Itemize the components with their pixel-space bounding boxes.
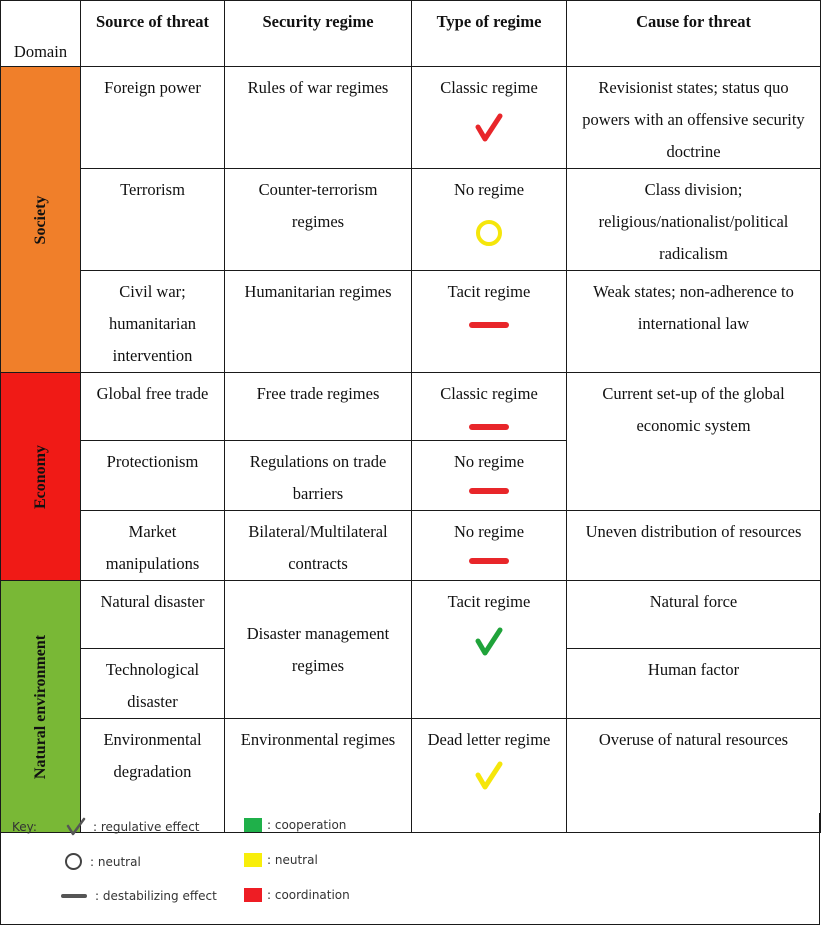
destabilizing-dash-icon [469,322,509,328]
destabilizing-dash-icon [469,558,509,564]
check-icon [65,817,87,837]
key-title: Key: [12,820,37,834]
row-2-regime: Humanitarian regimes [225,271,412,373]
green-swatch [244,818,262,832]
regulative-check-icon [474,112,504,146]
key-regulative [65,817,200,837]
dash-icon [61,894,87,898]
row-8-source: Environmental degradation [81,719,225,833]
row-6-cause: Natural force [567,581,821,649]
row-3-regime: Free trade regimes [225,373,412,441]
yellow-swatch [244,853,262,867]
header-source: Source of threat [81,1,225,67]
row-8-type: Dead letter regime [412,719,567,833]
row-1-cause: Class division; religious/nationalist/political radicalism [567,169,821,271]
row-6-source: Natural disaster [81,581,225,649]
domain-society-label: Society [31,195,49,244]
header-cause: Cause for threat [567,1,821,67]
key-neutral-shape-label: : neutral [90,854,141,869]
row-4-source: Protectionism [81,441,225,511]
key-cooperation [244,818,346,832]
regulative-check-icon [474,760,504,794]
row-3-cause: Current set-up of the global economic system [567,373,821,511]
key-neutral-shape [65,853,141,870]
key-destabilizing-label: : destabilizing effect [95,889,217,903]
header-regime: Security regime [225,1,412,67]
row-3-type: Classic regime [412,373,567,441]
red-swatch [244,888,262,902]
row-5-source: Market manipulations [81,511,225,581]
row-0-cause: Revisionist states; status quo powers with an offensive security doctrine [567,67,821,169]
row-3-source: Global free trade [81,373,225,441]
row-2-source: Civil war; humanitarian intervention [81,271,225,373]
row-5-cause: Uneven distribution of resources [567,511,821,581]
row-8-regime: Environmental regimes [225,719,412,833]
row-0-type: Classic regime [412,67,567,169]
header-domain: Domain [1,34,81,67]
domain-economy-label: Economy [31,444,49,509]
row-1-type: No regime [412,169,567,271]
destabilizing-dash-icon [469,488,509,494]
circle-icon [65,853,82,870]
row-1-regime: Counter-terrorism regimes [225,169,412,271]
header-type: Type of regime [412,1,567,67]
neutral-circle-icon [476,220,502,246]
row-8-cause: Overuse of natural resources [567,719,821,833]
key-regulative-label: : regulative effect [93,820,200,834]
row-4-type: No regime [412,441,567,511]
row-2-cause: Weak states; non-adherence to international law [567,271,821,373]
key-coordination [244,888,350,902]
key-destabilizing [61,889,217,903]
row-1-source: Terrorism [81,169,225,271]
key-legend [0,813,820,925]
row-0-source: Foreign power [81,67,225,169]
row-5-type: No regime [412,511,567,581]
row-7-cause: Human factor [567,649,821,719]
domain-nature [1,581,81,833]
row-6-type: Tacit regime [412,581,567,719]
row-5-regime: Bilateral/Multilateral contracts [225,511,412,581]
row-0-regime: Rules of war regimes [225,67,412,169]
key-cooperation-label: : cooperation [267,818,347,832]
domain-economy [1,373,81,581]
corner-cell [1,1,81,34]
destabilizing-dash-icon [469,424,509,430]
domain-nature-label: Natural environment [31,634,49,779]
row-6-regime: Disaster management regimes [225,581,412,719]
row-7-source: Technological disaster [81,649,225,719]
row-4-regime: Regulations on trade barriers [225,441,412,511]
key-coordination-label: : coordination [267,888,350,902]
domain-society [1,67,81,373]
key-neutral-color-label: : neutral [267,853,318,867]
row-2-type: Tacit regime [412,271,567,373]
regulative-check-icon [474,626,504,660]
key-neutral-color [244,853,318,867]
